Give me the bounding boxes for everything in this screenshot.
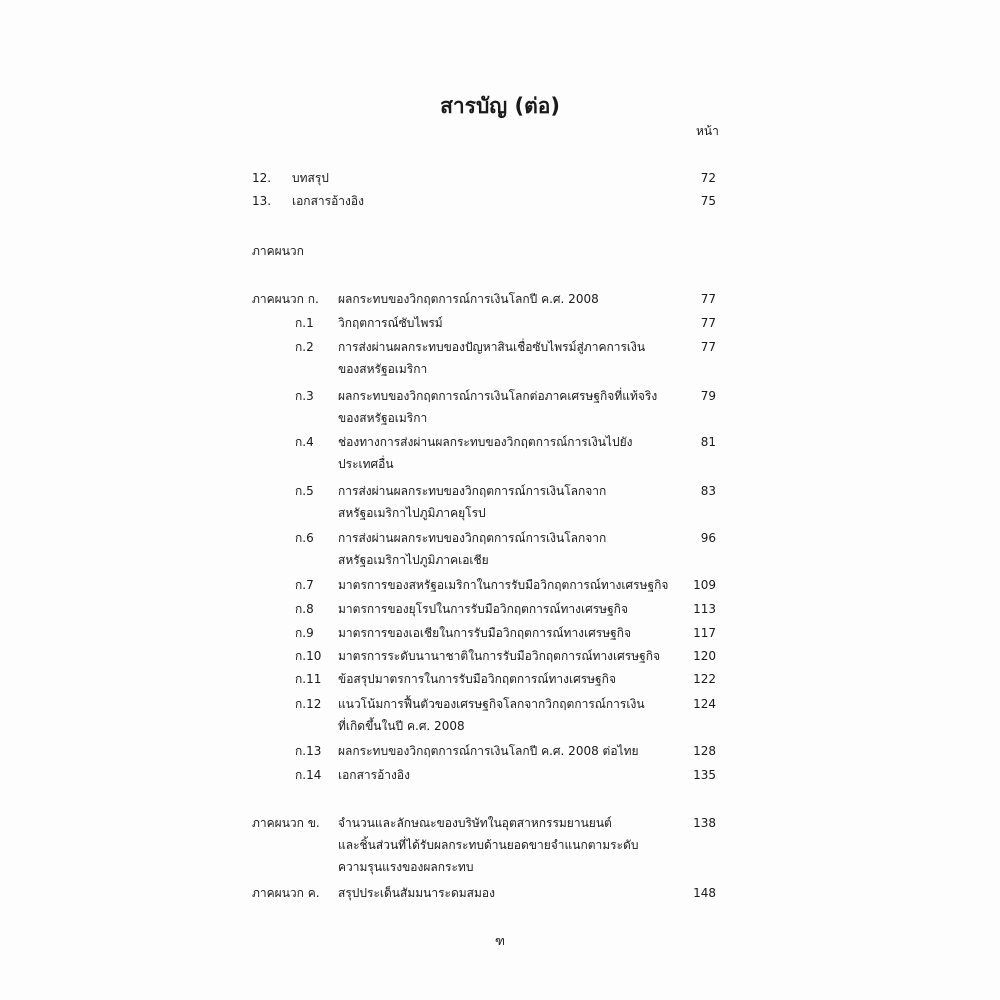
toc-item-code: ก.10 — [295, 649, 322, 663]
toc-item-code: ก.4 — [295, 435, 314, 449]
toc-item-title: วิกฤตการณ์ซับไพรม์ — [338, 316, 443, 330]
toc-item-page: 81 — [700, 435, 716, 449]
toc-item-title: สหรัฐอเมริกาไปภูมิภาคเอเชีย — [338, 553, 489, 567]
toc-item-code: ก.5 — [295, 484, 314, 498]
toc-item-page: 77 — [700, 340, 716, 354]
toc-item-code: ก.8 — [295, 602, 314, 616]
toc-item-code: ก.12 — [295, 697, 322, 711]
toc-item-page: 124 — [693, 697, 716, 711]
toc-item-page: 128 — [693, 744, 716, 758]
toc-item-page: 120 — [693, 649, 716, 663]
appendix-b-line: ความรุนแรงของผลกระทบ — [338, 860, 474, 874]
toc-item-title: สหรัฐอเมริกาไปภูมิภาคยุโรป — [338, 506, 486, 520]
toc-item-page: 117 — [693, 626, 716, 640]
chapter-number: 13. — [252, 194, 272, 208]
toc-item-title: มาตรการระดับนานาชาติในการรับมือวิกฤตการณ์ทางเศรษฐกิจ — [338, 649, 661, 663]
toc-item-code: ก.2 — [295, 340, 314, 354]
appendix-a-label: ภาคผนวก ก. — [252, 292, 319, 306]
toc-item-title: แนวโน้มการฟื้นตัวของเศรษฐกิจโลกจากวิกฤตการณ์การเงิน — [338, 697, 645, 711]
page-column-header: หน้า — [696, 124, 719, 138]
toc-item-page: 122 — [693, 672, 716, 686]
toc-item-title: ช่องทางการส่งผ่านผลกระทบของวิกฤตการณ์การเงินไปยัง — [338, 435, 633, 449]
toc-item-title: มาตรการของยุโรปในการรับมือวิกฤตการณ์ทางเศรษฐกิจ — [338, 602, 628, 616]
appendix-b-line: จำนวนและลักษณะของบริษัทในอุตสาหกรรมยานยนต์ — [338, 816, 612, 830]
toc-item-title: ประเทศอื่น — [338, 457, 394, 471]
toc-item-title: มาตรการของสหรัฐอเมริกาในการรับมือวิกฤตการณ์ทางเศรษฐกิจ — [338, 578, 669, 592]
toc-item-page: 96 — [700, 531, 716, 545]
toc-item-title: ผลกระทบของวิกฤตการณ์การเงินโลกต่อภาคเศรษฐกิจที่แท้จริง — [338, 389, 658, 403]
toc-item-page: 77 — [700, 316, 716, 330]
toc-item-title: เอกสารอ้างอิง — [338, 768, 410, 782]
appendix-b-line: และชิ้นส่วนที่ได้รับผลกระทบด้านยอดขายจำแนกตามระดับ — [338, 838, 639, 852]
toc-item-title: ของสหรัฐอเมริกา — [338, 411, 428, 425]
toc-item-page: 113 — [693, 602, 716, 616]
appendix-c-label: ภาคผนวก ค. — [252, 886, 320, 900]
appendix-c-page: 148 — [693, 886, 716, 900]
toc-item-title: การส่งผ่านผลกระทบของวิกฤตการณ์การเงินโลกจาก — [338, 484, 607, 498]
toc-item-title: ผลกระทบของวิกฤตการณ์การเงินโลกปี ค.ศ. 2008 ต่อไทย — [338, 744, 639, 758]
toc-item-title: ของสหรัฐอเมริกา — [338, 362, 428, 376]
toc-item-code: ก.6 — [295, 531, 314, 545]
toc-item-title: ที่เกิดขึ้นในปี ค.ศ. 2008 — [338, 719, 465, 733]
chapter-title: เอกสารอ้างอิง — [292, 194, 364, 208]
toc-item-code: ก.9 — [295, 626, 314, 640]
appendix-b-page: 138 — [693, 816, 716, 830]
toc-item-title: ข้อสรุปมาตรการในการรับมือวิกฤตการณ์ทางเศรษฐกิจ — [338, 672, 616, 686]
toc-item-title: การส่งผ่านผลกระทบของปัญหาสินเชื่อซับไพรม์สู่ภาคการเงิน — [338, 340, 646, 354]
toc-item-code: ก.1 — [295, 316, 314, 330]
page-title: สารบัญ (ต่อ) — [440, 94, 560, 118]
chapter-page: 75 — [700, 194, 716, 208]
toc-item-code: ก.7 — [295, 578, 314, 592]
appendix-a-page: 77 — [700, 292, 716, 306]
toc-item-code: ก.13 — [295, 744, 322, 758]
toc-item-code: ก.11 — [295, 672, 322, 686]
toc-item-page: 83 — [700, 484, 716, 498]
toc-item-page: 79 — [700, 389, 716, 403]
toc-item-page: 109 — [693, 578, 716, 592]
chapter-number: 12. — [252, 171, 272, 185]
toc-item-code: ก.3 — [295, 389, 314, 403]
toc-item-title: การส่งผ่านผลกระทบของวิกฤตการณ์การเงินโลกจาก — [338, 531, 607, 545]
chapter-page: 72 — [700, 171, 716, 185]
appendix-heading: ภาคผนวก — [252, 244, 304, 258]
appendix-b-label: ภาคผนวก ข. — [252, 816, 320, 830]
toc-item-page: 135 — [693, 768, 716, 782]
toc-item-title: มาตรการของเอเชียในการรับมือวิกฤตการณ์ทางเศรษฐกิจ — [338, 626, 632, 640]
chapter-title: บทสรุป — [292, 171, 329, 185]
page-number: ฑ — [495, 934, 505, 948]
toc-item-code: ก.14 — [295, 768, 322, 782]
appendix-c-line: สรุปประเด็นสัมมนาระดมสมอง — [338, 886, 495, 900]
appendix-a-title: ผลกระทบของวิกฤตการณ์การเงินโลกปี ค.ศ. 2008 — [338, 292, 599, 306]
